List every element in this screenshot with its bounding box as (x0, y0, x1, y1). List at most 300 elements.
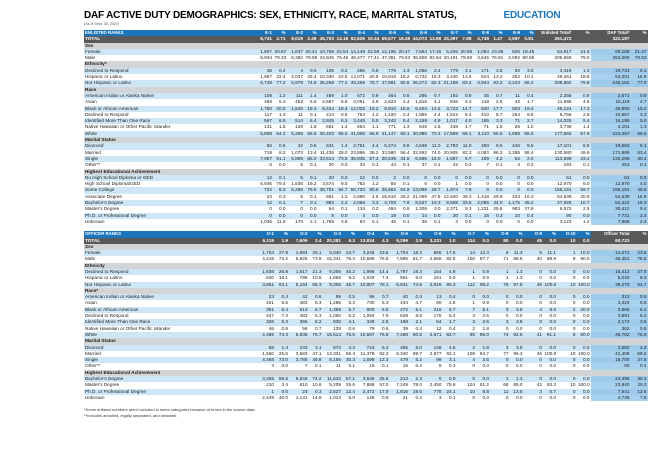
cell: 2,916 (424, 282, 444, 288)
cell: 36,509 (412, 55, 427, 61)
cell: 3.3 (460, 99, 474, 105)
cell: 9 (424, 363, 444, 369)
cell: 45.2 (522, 200, 536, 206)
column-header: % (631, 30, 648, 36)
cell: 4 (457, 357, 477, 363)
cell: 0.1 (429, 219, 443, 225)
cell: 154 (424, 269, 444, 275)
cell: 76.7 (309, 332, 323, 338)
cell: 629 (390, 313, 410, 319)
cell: 0 (424, 376, 444, 382)
cell: 472 (390, 307, 410, 313)
cell: 6.5 (376, 307, 390, 313)
cell: 0 (524, 294, 544, 300)
cell: 69,188 (591, 49, 631, 55)
cell: 20 (318, 162, 336, 168)
cell: 4.5 (443, 345, 457, 351)
cell: 69.1 (460, 131, 474, 137)
cell: 100.0 (578, 281, 590, 287)
cell: 0.3 (443, 363, 457, 369)
cell: 423 (504, 194, 522, 200)
column-header: % (544, 231, 558, 237)
column-header: Officer Total (591, 231, 631, 237)
total-cell: 2.9 (410, 238, 424, 244)
cell: 42 (524, 382, 544, 388)
cell: 4.9 (367, 99, 381, 105)
cell: 0.9 (477, 275, 491, 281)
cell: 4.4 (367, 143, 381, 149)
cell: 1.2 (274, 93, 288, 99)
cell: 0.0 (460, 219, 474, 225)
cell: 7.4 (376, 275, 390, 281)
cell: 4.4 (398, 99, 412, 105)
row-label: Other** (84, 363, 256, 369)
total-cell: 322,197 (591, 36, 631, 42)
cell: 0.0 (460, 175, 474, 181)
cell: 1.8 (477, 326, 491, 332)
cell: 46 (256, 326, 276, 332)
cell: 10,807 (357, 282, 377, 288)
cell: 77.2 (274, 80, 288, 86)
cell: 14 (457, 250, 477, 256)
total-cell: 2.4 (309, 238, 323, 244)
cell: 26 (504, 124, 522, 130)
cell: 0.0 (577, 275, 591, 281)
cell: 79.59 (305, 55, 318, 61)
row-label: Master's Degree (84, 206, 256, 212)
cell: 483 (290, 300, 310, 306)
section-label: Sex (84, 43, 648, 49)
cell: 15,119 (591, 99, 631, 105)
cell: 68 (491, 382, 511, 388)
cell: 86.0 (477, 332, 491, 338)
cell: 6.4 (631, 313, 648, 319)
section-label: Race (84, 87, 648, 93)
cell: 52 (504, 156, 522, 162)
cell: 8,508 (442, 200, 460, 206)
cell: 1,545 (287, 106, 305, 112)
cell: 0.0 (522, 187, 536, 193)
cell: 0 (473, 181, 491, 187)
cell: 1.0 (522, 124, 536, 130)
cell: 0 (442, 175, 460, 181)
cell: 2.1 (305, 219, 319, 225)
total-cell: 6,119 (256, 238, 276, 244)
column-header: % (274, 30, 288, 36)
cell: 0.0 (631, 175, 648, 181)
cell: 11,695 (535, 99, 573, 105)
cell: 0.0 (544, 319, 558, 325)
cell: 0.0 (522, 175, 536, 181)
cell: 0.0 (544, 376, 558, 382)
cell: 7,641 (591, 389, 631, 395)
cell: 0.0 (491, 219, 505, 225)
cell: 286 (349, 68, 367, 74)
cell: 47,381 (381, 55, 396, 61)
row-label: TOTAL (84, 36, 256, 42)
cell: 49,269 (350, 80, 365, 86)
cell: 565 (424, 250, 444, 256)
cell: 5.2 (410, 357, 424, 363)
cell: 79.9 (573, 80, 591, 86)
cell: 11,378 (357, 351, 377, 357)
cell: 33.5 (460, 200, 474, 206)
cell: 4.2 (631, 345, 648, 351)
cell: 42 (287, 143, 305, 149)
cell: 77.0 (631, 80, 648, 86)
cell: 0.2 (410, 395, 424, 401)
cell: 82.3 (460, 150, 474, 156)
cell: 20.50 (460, 48, 473, 54)
cell: 21 (390, 395, 410, 401)
cell: 6,899 (287, 156, 305, 162)
cell: 3.5 (522, 68, 536, 74)
cell: 3,319 (535, 68, 573, 74)
cell: 90 (535, 213, 573, 219)
cell: 0.0 (305, 206, 319, 212)
cell: 2,092 (504, 55, 522, 61)
cell: 1,816 (390, 389, 410, 395)
cell: 92 (504, 68, 522, 74)
cell: 56.5 (276, 376, 290, 382)
cell: 6,382 (287, 55, 305, 61)
cell: 465 (390, 345, 410, 351)
cell: 0 (473, 175, 491, 181)
cell: 14.7 (460, 106, 474, 112)
cell: 6.7 (309, 307, 323, 313)
cell: 46 (380, 219, 398, 225)
cell: 131 (256, 124, 274, 130)
cell: 34,945 (319, 55, 334, 61)
cell: 7 (457, 307, 477, 313)
cell: 9.2 (343, 275, 357, 281)
total-cell: 1.9 (276, 238, 290, 244)
cell: 13 (424, 294, 444, 300)
cell: 3.8 (510, 319, 524, 325)
cell: 2,582 (591, 345, 631, 351)
cell: 12 (256, 175, 274, 181)
cell: 2 (558, 307, 578, 313)
cell: 30,412 (591, 206, 631, 212)
cell: 8 (558, 332, 578, 338)
cell: 6.4 (276, 307, 290, 313)
cell: 362 (591, 326, 631, 332)
cell: 0.0 (398, 213, 412, 219)
cell: 0.0 (429, 175, 443, 181)
cell: 743 (357, 345, 377, 351)
cell: 0.4 (522, 93, 536, 99)
cell: 1.5 (274, 124, 288, 130)
cell: 77.41 (367, 55, 380, 61)
column-header: E-1 (256, 30, 274, 36)
cell: 20 (318, 175, 336, 181)
cell: 0.1 (309, 363, 323, 369)
cell: 74.2 (309, 376, 323, 382)
cell: 64.9 (398, 187, 412, 193)
cell: 1,536 (287, 181, 305, 187)
cell: 36 (256, 68, 274, 74)
cell: 17.5 (443, 250, 457, 256)
cell: 0 (256, 162, 274, 168)
cell: 4,709 (380, 200, 398, 206)
cell: 1,698 (357, 357, 377, 363)
cell: 7,868 (591, 219, 631, 225)
cell: 396 (290, 319, 310, 325)
cell: 45 (524, 282, 544, 288)
cell: 0.0 (510, 294, 524, 300)
cell: 33,614 (319, 155, 334, 161)
cell: 8.0 (336, 181, 350, 187)
cell: 3,445 (349, 118, 367, 124)
cell: 3.3 (631, 112, 648, 118)
cell: 9.8 (522, 112, 536, 118)
cell: 12,196 (381, 48, 396, 54)
column-header: O-1 (256, 231, 276, 237)
cell: 6.4 (460, 112, 474, 118)
cell: 46,451 (591, 256, 631, 262)
cell: 3.5 (477, 357, 491, 363)
cell: 3.3 (367, 200, 381, 206)
cell: 22.4 (274, 74, 288, 80)
cell: 5.3 (276, 319, 290, 325)
cell: 23,896 (350, 149, 365, 155)
cell: 1.3 (573, 68, 591, 74)
total-cell: 1.0 (443, 238, 457, 244)
cell: 0.0 (477, 395, 491, 401)
cell: 73.9 (309, 256, 323, 262)
cell: 39 (390, 326, 410, 332)
cell: 25.8 (491, 206, 505, 212)
cell: 130,298 (591, 156, 631, 162)
cell: 4.8 (443, 269, 457, 275)
cell: 5.3 (274, 99, 288, 105)
cell: 326 (256, 319, 276, 325)
cell: 2 (457, 345, 477, 351)
cell: 6.4 (305, 118, 319, 124)
cell: 0.6 (343, 326, 357, 332)
cell: 3,861 (256, 282, 276, 288)
cell: 1,617 (290, 269, 310, 275)
cell: 3,645 (473, 55, 491, 61)
cell: 16.9 (631, 74, 648, 80)
cell: 11.0 (460, 143, 474, 149)
cell: 2 (380, 175, 398, 181)
cell: 233 (290, 345, 310, 351)
cell: 1.6 (305, 124, 319, 130)
cell: 15.2 (631, 106, 648, 112)
cell: 79.0 (573, 55, 591, 61)
cell: 21.0 (573, 49, 591, 55)
cell: 2,449 (256, 395, 276, 401)
cell: 70.3 (429, 131, 443, 137)
cell: 494 (380, 206, 398, 212)
cell: 391 (256, 307, 276, 313)
cell: 73.3 (276, 332, 290, 338)
cell: 40.0 (276, 395, 290, 401)
cell: 78.53 (631, 55, 648, 61)
cell: 3,424 (591, 300, 631, 306)
column-header: % (367, 30, 381, 36)
cell: 6.7 (460, 156, 474, 162)
cell: 3 (424, 395, 444, 401)
cell: 42 (290, 294, 310, 300)
cell: 505 (504, 49, 522, 55)
row-label: Male (84, 256, 256, 262)
cell: 2,890 (349, 194, 367, 200)
cell: 2.4 (398, 112, 412, 118)
cell: 4,848 (411, 143, 429, 149)
cell: 41,147 (381, 130, 396, 136)
cell: 840 (473, 106, 491, 112)
cell: 97.5 (510, 282, 524, 288)
cell: 41 (524, 332, 544, 338)
cell: 3,245 (357, 250, 377, 256)
cell: 5,194 (290, 282, 310, 288)
cell: 77.2 (336, 80, 350, 86)
total-cell: 2,597 (504, 36, 522, 42)
cell: 75.8 (443, 382, 457, 388)
cell: 0 (287, 206, 305, 212)
cell: 8.3 (631, 275, 648, 281)
cell: 40.3 (631, 376, 648, 382)
cell: 0.1 (443, 395, 457, 401)
cell: 3,242 (380, 118, 398, 124)
data-table (84, 231, 648, 401)
cell: 6,296 (287, 187, 305, 193)
cell: 4,415 (256, 256, 276, 262)
cell: 45 (524, 351, 544, 357)
cell: 47.8 (429, 194, 443, 200)
cell: 99 (323, 294, 343, 300)
cell: 72.2 (276, 256, 290, 262)
row-label: Asian (84, 300, 256, 306)
cell: 0 (411, 175, 429, 181)
cell: 0.9 (376, 395, 390, 401)
cell: 0 (491, 300, 511, 306)
cell: 20.41 (305, 48, 318, 54)
cell: 2,687 (318, 99, 336, 105)
total-cell: 9,299 (390, 238, 410, 244)
cell: 0 (558, 345, 578, 351)
cell: 6.3 (343, 300, 357, 306)
cell: 24,496 (591, 376, 631, 382)
cell: 6.1 (631, 143, 648, 149)
column-header: % (631, 231, 648, 237)
column-header: O-3 (323, 231, 343, 237)
cell: 10 (457, 389, 477, 395)
cell: 8,527 (411, 200, 429, 206)
cell: 3,123 (535, 219, 573, 225)
footnote-1: *Some enlisted numbers aren't included in some categories because of errors in the source data. (84, 407, 256, 413)
cell: 2.2 (336, 200, 350, 206)
cell: 1 (442, 181, 460, 187)
cell: 3,546 (357, 376, 377, 382)
cell: 15 (357, 363, 377, 369)
cell: 1,420 (380, 112, 398, 118)
section-label: Highest Educational Achievement (84, 169, 648, 175)
cell: 3 (491, 345, 511, 351)
cell: 22.59 (367, 48, 380, 54)
cell: 17,559 (443, 130, 458, 136)
cell: 13,071 (350, 74, 365, 80)
cell: 6,166 (323, 357, 343, 363)
cell: 1 (457, 300, 477, 306)
cell: 0.6 (376, 326, 390, 332)
cell: 22.6 (336, 74, 350, 80)
cell: 0.0 (510, 300, 524, 306)
cell: 771 (380, 124, 398, 130)
cell: 0 (256, 213, 274, 219)
cell: 1.1 (367, 124, 381, 130)
cell: 0.1 (429, 162, 443, 168)
cell: 5.0 (343, 395, 357, 401)
cell: 19 (380, 213, 398, 219)
cell: 14 (411, 213, 429, 219)
cell: 13.8 (510, 389, 524, 395)
total-cell: 261,472 (535, 36, 573, 42)
enlisted-demographics-table (84, 30, 648, 225)
cell: 0 (558, 313, 578, 319)
row-label: Not Hispanic or Latino (84, 282, 256, 288)
cell: 253 (591, 162, 631, 168)
cell: 1,622 (442, 112, 460, 118)
cell: 75.3 (343, 256, 357, 262)
cell: 71 (491, 256, 511, 262)
cell: 6.6 (276, 300, 290, 306)
cell: 61 (591, 175, 631, 181)
cell: 8,424 (318, 106, 336, 112)
cell: 0 (524, 376, 544, 382)
cell: 57.0 (376, 382, 390, 388)
cell: 6,936 (256, 181, 274, 187)
cell: 0.1 (305, 162, 319, 168)
cell: 88.4 (522, 150, 536, 156)
cell: 0.4 (443, 326, 457, 332)
cell: 10,589 (357, 256, 377, 262)
total-cell: 44,073 (412, 36, 427, 42)
cell: 16.6 (398, 106, 412, 112)
cell: 42 (442, 162, 460, 168)
cell: 2.3 (410, 376, 424, 382)
cell: 5,209 (323, 382, 343, 388)
row-label: TOTAL (84, 238, 256, 244)
cell: 23 (290, 389, 310, 395)
cell: 5.4 (398, 118, 412, 124)
cell: 156,191 (591, 187, 631, 193)
section-label: Ethnicity (84, 263, 648, 269)
cell: 11 (504, 93, 522, 99)
cell: 6,748 (256, 80, 274, 86)
cell: 171,989 (591, 150, 631, 156)
cell: 1 (491, 275, 511, 281)
cell: 778 (380, 68, 398, 74)
cell: 12 (424, 326, 444, 332)
cell: 88 (256, 345, 276, 351)
cell: 82.2 (376, 351, 390, 357)
cell: 18.8 (573, 74, 591, 80)
cell: 0 (524, 345, 544, 351)
cell: 20.0 (577, 307, 591, 313)
cell: 68.2 (631, 351, 648, 357)
cell: 5.4 (376, 345, 390, 351)
cell: 55 (380, 181, 398, 187)
cell: 3.6 (631, 319, 648, 325)
cell: 43 (504, 99, 522, 105)
cell: 82.3 (429, 80, 443, 86)
cell: 100.0 (578, 382, 590, 388)
cell: 3 (256, 363, 276, 369)
cell: 262 (504, 74, 522, 80)
